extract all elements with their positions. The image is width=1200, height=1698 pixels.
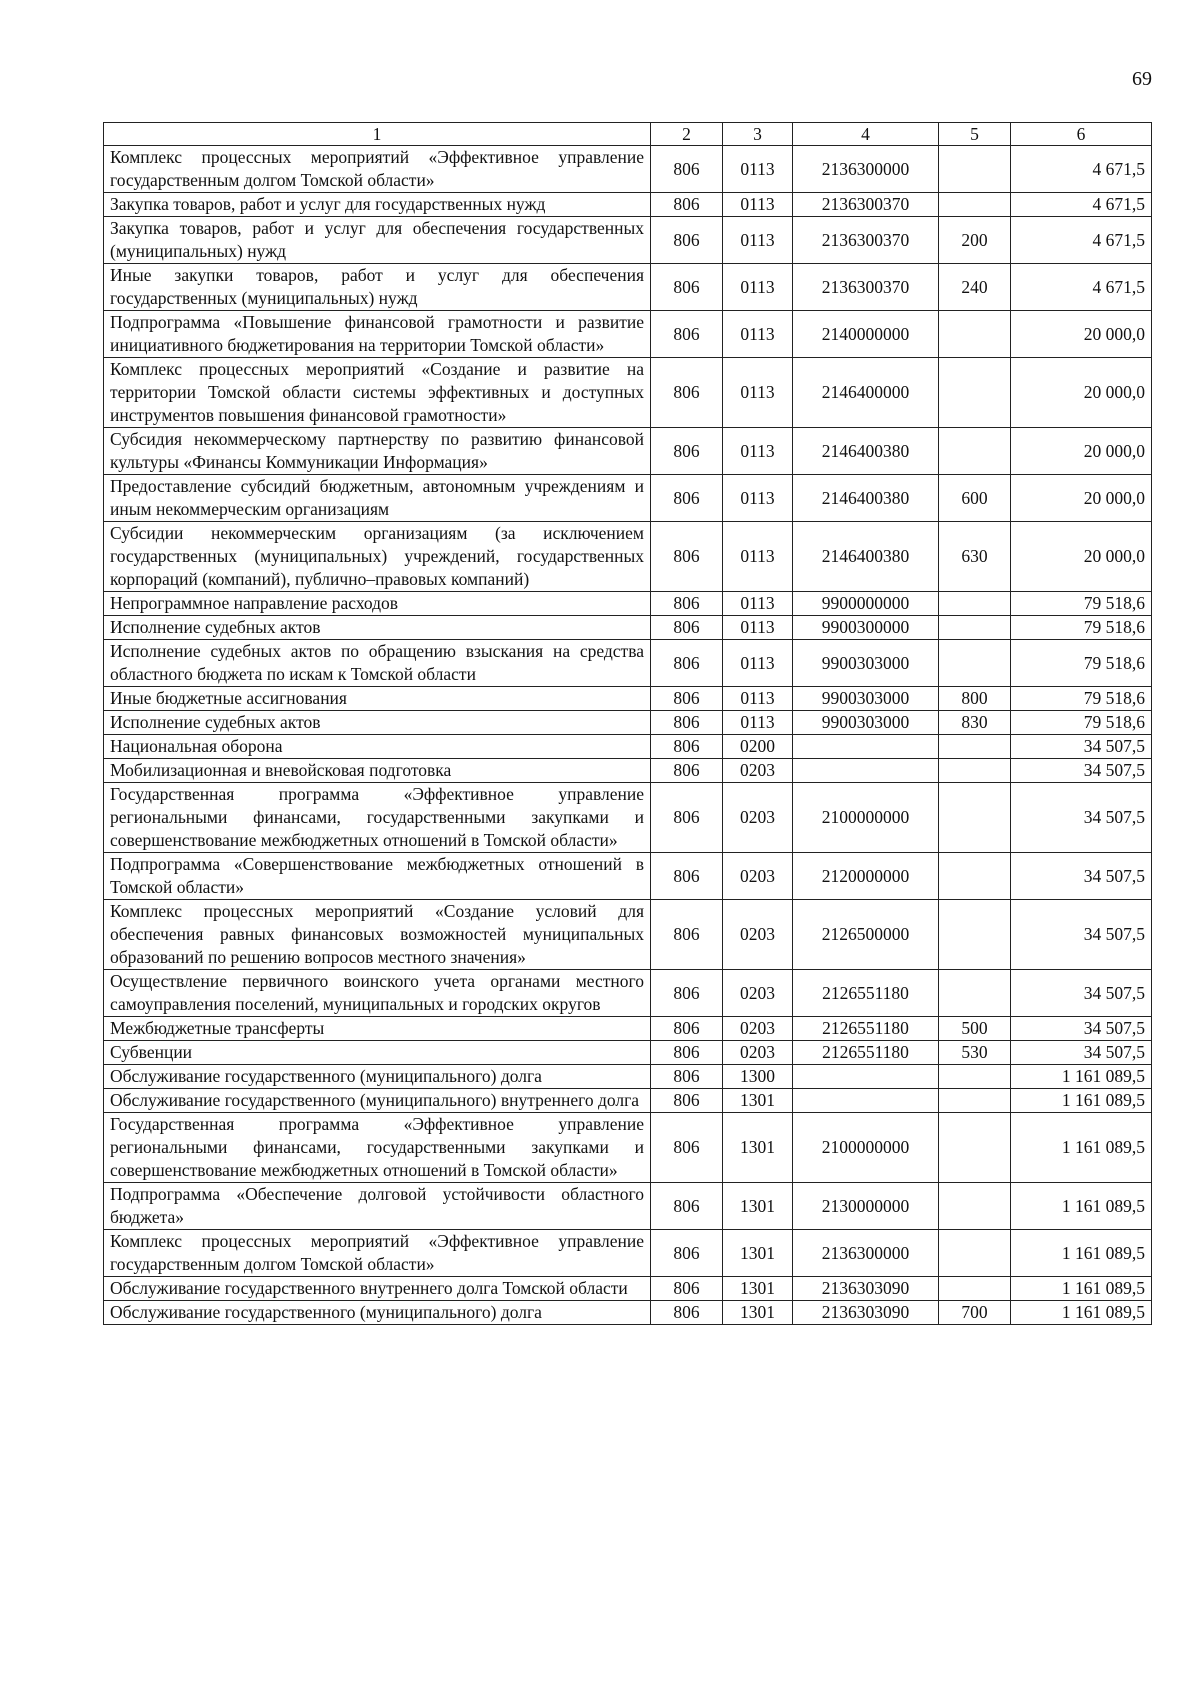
target-article-cell: 2146400000 bbox=[793, 358, 939, 428]
target-article-cell: 2136300370 bbox=[793, 193, 939, 217]
section-code-cell: 1301 bbox=[723, 1089, 793, 1113]
expense-type-cell bbox=[939, 428, 1011, 475]
item-name-cell: Исполнение судебных актов bbox=[104, 616, 651, 640]
target-article-cell: 2146400380 bbox=[793, 475, 939, 522]
department-code-cell: 806 bbox=[651, 616, 723, 640]
item-name-cell: Подпрограмма «Совершенствование межбюджетных отношений в Томской области» bbox=[104, 853, 651, 900]
expense-type-cell bbox=[939, 193, 1011, 217]
item-name-cell: Подпрограмма «Обеспечение долговой устойчивости областного бюджета» bbox=[104, 1183, 651, 1230]
amount-cell: 20 000,0 bbox=[1011, 311, 1152, 358]
amount-cell: 1 161 089,5 bbox=[1011, 1277, 1152, 1301]
page-number: 69 bbox=[1132, 68, 1152, 90]
section-code-cell: 0113 bbox=[723, 146, 793, 193]
expense-type-cell bbox=[939, 853, 1011, 900]
table-row bbox=[104, 1089, 1152, 1113]
target-article-cell: 2100000000 bbox=[793, 1113, 939, 1183]
table-row bbox=[104, 1017, 1152, 1041]
target-article-cell: 2140000000 bbox=[793, 311, 939, 358]
department-code-cell: 806 bbox=[651, 522, 723, 592]
expense-type-cell: 500 bbox=[939, 1017, 1011, 1041]
section-code-cell: 1301 bbox=[723, 1230, 793, 1277]
amount-cell: 34 507,5 bbox=[1011, 735, 1152, 759]
column-header: 3 bbox=[723, 123, 793, 146]
item-name-cell: Национальная оборона bbox=[104, 735, 651, 759]
table-row bbox=[104, 970, 1152, 1017]
item-name-cell: Комплекс процессных мероприятий «Создание условий для обеспечения равных финансовых возможностей муниципальных образований по решению вопросов местного значения» bbox=[104, 900, 651, 970]
table-row bbox=[104, 1113, 1152, 1183]
target-article-cell: 2126551180 bbox=[793, 1017, 939, 1041]
table-row bbox=[104, 217, 1152, 264]
target-article-cell: 2120000000 bbox=[793, 853, 939, 900]
table-row bbox=[104, 1065, 1152, 1089]
expense-type-cell: 200 bbox=[939, 217, 1011, 264]
table-row bbox=[104, 522, 1152, 592]
amount-cell: 79 518,6 bbox=[1011, 687, 1152, 711]
target-article-cell: 2126500000 bbox=[793, 900, 939, 970]
amount-cell: 1 161 089,5 bbox=[1011, 1065, 1152, 1089]
department-code-cell: 806 bbox=[651, 1065, 723, 1089]
section-code-cell: 1300 bbox=[723, 1065, 793, 1089]
amount-cell: 20 000,0 bbox=[1011, 428, 1152, 475]
item-name-cell: Субсидия некоммерческому партнерству по развитию финансовой культуры «Финансы Коммуникации Информация» bbox=[104, 428, 651, 475]
item-name-cell: Иные закупки товаров, работ и услуг для обеспечения государственных (муниципальных) нужд bbox=[104, 264, 651, 311]
target-article-cell: 2146400380 bbox=[793, 428, 939, 475]
section-code-cell: 1301 bbox=[723, 1301, 793, 1325]
target-article-cell: 2100000000 bbox=[793, 783, 939, 853]
expense-type-cell bbox=[939, 592, 1011, 616]
table-row bbox=[104, 616, 1152, 640]
department-code-cell: 806 bbox=[651, 735, 723, 759]
department-code-cell: 806 bbox=[651, 711, 723, 735]
expense-type-cell bbox=[939, 735, 1011, 759]
department-code-cell: 806 bbox=[651, 193, 723, 217]
amount-cell: 34 507,5 bbox=[1011, 900, 1152, 970]
target-article-cell: 2136300000 bbox=[793, 1230, 939, 1277]
target-article-cell: 2136300370 bbox=[793, 217, 939, 264]
expense-type-cell: 700 bbox=[939, 1301, 1011, 1325]
item-name-cell: Государственная программа «Эффективное управление региональными финансами, государственными закупками и совершенствование межбюджетных отношений в Томской области» bbox=[104, 1113, 651, 1183]
table-row bbox=[104, 592, 1152, 616]
section-code-cell: 0113 bbox=[723, 640, 793, 687]
expense-type-cell: 800 bbox=[939, 687, 1011, 711]
table-row bbox=[104, 1230, 1152, 1277]
expense-type-cell: 830 bbox=[939, 711, 1011, 735]
expense-type-cell: 630 bbox=[939, 522, 1011, 592]
table-row bbox=[104, 900, 1152, 970]
column-header: 4 bbox=[793, 123, 939, 146]
department-code-cell: 806 bbox=[651, 217, 723, 264]
section-code-cell: 0203 bbox=[723, 853, 793, 900]
department-code-cell: 806 bbox=[651, 853, 723, 900]
amount-cell: 79 518,6 bbox=[1011, 640, 1152, 687]
target-article-cell: 9900000000 bbox=[793, 592, 939, 616]
expense-type-cell bbox=[939, 358, 1011, 428]
section-code-cell: 0113 bbox=[723, 193, 793, 217]
expense-type-cell bbox=[939, 1065, 1011, 1089]
expense-type-cell: 530 bbox=[939, 1041, 1011, 1065]
table-row bbox=[104, 853, 1152, 900]
section-code-cell: 0113 bbox=[723, 217, 793, 264]
amount-cell: 79 518,6 bbox=[1011, 616, 1152, 640]
expense-type-cell bbox=[939, 1230, 1011, 1277]
amount-cell: 34 507,5 bbox=[1011, 1017, 1152, 1041]
section-code-cell: 1301 bbox=[723, 1183, 793, 1230]
item-name-cell: Обслуживание государственного (муниципального) долга bbox=[104, 1065, 651, 1089]
section-code-cell: 0203 bbox=[723, 900, 793, 970]
section-code-cell: 0203 bbox=[723, 1017, 793, 1041]
section-code-cell: 0113 bbox=[723, 592, 793, 616]
target-article-cell: 9900303000 bbox=[793, 640, 939, 687]
target-article-cell: 2136303090 bbox=[793, 1277, 939, 1301]
item-name-cell: Предоставление субсидий бюджетным, автономным учреждениям и иным некоммерческим организациям bbox=[104, 475, 651, 522]
item-name-cell: Межбюджетные трансферты bbox=[104, 1017, 651, 1041]
department-code-cell: 806 bbox=[651, 358, 723, 428]
section-code-cell: 0203 bbox=[723, 970, 793, 1017]
amount-cell: 34 507,5 bbox=[1011, 783, 1152, 853]
table-row bbox=[104, 146, 1152, 193]
section-code-cell: 0113 bbox=[723, 475, 793, 522]
target-article-cell bbox=[793, 1089, 939, 1113]
expense-type-cell bbox=[939, 311, 1011, 358]
amount-cell: 1 161 089,5 bbox=[1011, 1113, 1152, 1183]
amount-cell: 79 518,6 bbox=[1011, 592, 1152, 616]
department-code-cell: 806 bbox=[651, 264, 723, 311]
target-article-cell: 9900300000 bbox=[793, 616, 939, 640]
target-article-cell bbox=[793, 1065, 939, 1089]
table-row bbox=[104, 1041, 1152, 1065]
item-name-cell: Комплекс процессных мероприятий «Создание и развитие на территории Томской области системы эффективных и доступных инструментов повышения финансовой грамотности» bbox=[104, 358, 651, 428]
item-name-cell: Субсидии некоммерческим организациям (за исключением государственных (муниципальных) учреждений, государственных корпораций (компаний), публично–правовых компаний) bbox=[104, 522, 651, 592]
target-article-cell bbox=[793, 759, 939, 783]
section-code-cell: 0203 bbox=[723, 1041, 793, 1065]
department-code-cell: 806 bbox=[651, 900, 723, 970]
department-code-cell: 806 bbox=[651, 1183, 723, 1230]
amount-cell: 34 507,5 bbox=[1011, 970, 1152, 1017]
section-code-cell: 0113 bbox=[723, 616, 793, 640]
target-article-cell: 2136300000 bbox=[793, 146, 939, 193]
table-row bbox=[104, 311, 1152, 358]
table-row bbox=[104, 358, 1152, 428]
section-code-cell: 1301 bbox=[723, 1113, 793, 1183]
table-row bbox=[104, 759, 1152, 783]
column-header: 1 bbox=[104, 123, 651, 146]
section-code-cell: 0113 bbox=[723, 311, 793, 358]
department-code-cell: 806 bbox=[651, 640, 723, 687]
expense-type-cell: 240 bbox=[939, 264, 1011, 311]
department-code-cell: 806 bbox=[651, 759, 723, 783]
amount-cell: 4 671,5 bbox=[1011, 217, 1152, 264]
table-row bbox=[104, 1301, 1152, 1325]
table-row bbox=[104, 640, 1152, 687]
item-name-cell: Закупка товаров, работ и услуг для обеспечения государственных (муниципальных) нужд bbox=[104, 217, 651, 264]
expense-type-cell: 600 bbox=[939, 475, 1011, 522]
table-row bbox=[104, 1183, 1152, 1230]
expense-type-cell bbox=[939, 616, 1011, 640]
expense-type-cell bbox=[939, 1113, 1011, 1183]
item-name-cell: Государственная программа «Эффективное управление региональными финансами, государственными закупками и совершенствование межбюджетных отношений в Томской области» bbox=[104, 783, 651, 853]
expense-type-cell bbox=[939, 759, 1011, 783]
amount-cell: 20 000,0 bbox=[1011, 358, 1152, 428]
target-article-cell: 2136300370 bbox=[793, 264, 939, 311]
amount-cell: 4 671,5 bbox=[1011, 264, 1152, 311]
department-code-cell: 806 bbox=[651, 1041, 723, 1065]
department-code-cell: 806 bbox=[651, 783, 723, 853]
amount-cell: 4 671,5 bbox=[1011, 146, 1152, 193]
amount-cell: 20 000,0 bbox=[1011, 522, 1152, 592]
table-row bbox=[104, 428, 1152, 475]
section-code-cell: 0113 bbox=[723, 711, 793, 735]
amount-cell: 34 507,5 bbox=[1011, 853, 1152, 900]
department-code-cell: 806 bbox=[651, 428, 723, 475]
target-article-cell: 9900303000 bbox=[793, 687, 939, 711]
item-name-cell: Обслуживание государственного (муниципального) долга bbox=[104, 1301, 651, 1325]
expense-type-cell bbox=[939, 900, 1011, 970]
expense-type-cell bbox=[939, 1183, 1011, 1230]
expense-type-cell bbox=[939, 970, 1011, 1017]
expense-type-cell bbox=[939, 640, 1011, 687]
department-code-cell: 806 bbox=[651, 146, 723, 193]
target-article-cell: 2146400380 bbox=[793, 522, 939, 592]
target-article-cell: 9900303000 bbox=[793, 711, 939, 735]
item-name-cell: Исполнение судебных актов по обращению взыскания на средства областного бюджета по искам к Томской области bbox=[104, 640, 651, 687]
item-name-cell: Подпрограмма «Повышение финансовой грамотности и развитие инициативного бюджетирования на территории Томской области» bbox=[104, 311, 651, 358]
amount-cell: 1 161 089,5 bbox=[1011, 1183, 1152, 1230]
department-code-cell: 806 bbox=[651, 311, 723, 358]
column-header: 2 bbox=[651, 123, 723, 146]
department-code-cell: 806 bbox=[651, 1017, 723, 1041]
section-code-cell: 0113 bbox=[723, 264, 793, 311]
item-name-cell: Мобилизационная и вневойсковая подготовка bbox=[104, 759, 651, 783]
expense-type-cell bbox=[939, 1277, 1011, 1301]
table-header-row bbox=[104, 123, 1152, 146]
target-article-cell: 2126551180 bbox=[793, 1041, 939, 1065]
department-code-cell: 806 bbox=[651, 475, 723, 522]
department-code-cell: 806 bbox=[651, 592, 723, 616]
amount-cell: 34 507,5 bbox=[1011, 1041, 1152, 1065]
target-article-cell: 2136303090 bbox=[793, 1301, 939, 1325]
section-code-cell: 0113 bbox=[723, 522, 793, 592]
section-code-cell: 0200 bbox=[723, 735, 793, 759]
department-code-cell: 806 bbox=[651, 687, 723, 711]
target-article-cell: 2130000000 bbox=[793, 1183, 939, 1230]
section-code-cell: 1301 bbox=[723, 1277, 793, 1301]
section-code-cell: 0113 bbox=[723, 428, 793, 475]
section-code-cell: 0203 bbox=[723, 783, 793, 853]
table-row bbox=[104, 735, 1152, 759]
item-name-cell: Осуществление первичного воинского учета органами местного самоуправления поселений, муниципальных и городских округов bbox=[104, 970, 651, 1017]
section-code-cell: 0113 bbox=[723, 687, 793, 711]
target-article-cell bbox=[793, 735, 939, 759]
item-name-cell: Обслуживание государственного внутреннего долга Томской области bbox=[104, 1277, 651, 1301]
expense-type-cell bbox=[939, 783, 1011, 853]
item-name-cell: Комплекс процессных мероприятий «Эффективное управление государственным долгом Томской области» bbox=[104, 1230, 651, 1277]
item-name-cell: Комплекс процессных мероприятий «Эффективное управление государственным долгом Томской области» bbox=[104, 146, 651, 193]
item-name-cell: Исполнение судебных актов bbox=[104, 711, 651, 735]
department-code-cell: 806 bbox=[651, 970, 723, 1017]
column-header: 5 bbox=[939, 123, 1011, 146]
amount-cell: 4 671,5 bbox=[1011, 193, 1152, 217]
item-name-cell: Непрограммное направление расходов bbox=[104, 592, 651, 616]
section-code-cell: 0113 bbox=[723, 358, 793, 428]
department-code-cell: 806 bbox=[651, 1301, 723, 1325]
amount-cell: 20 000,0 bbox=[1011, 475, 1152, 522]
table-row bbox=[104, 264, 1152, 311]
table-row bbox=[104, 711, 1152, 735]
amount-cell: 1 161 089,5 bbox=[1011, 1301, 1152, 1325]
table-row bbox=[104, 687, 1152, 711]
expense-type-cell bbox=[939, 146, 1011, 193]
table-row bbox=[104, 193, 1152, 217]
item-name-cell: Субвенции bbox=[104, 1041, 651, 1065]
table-row bbox=[104, 783, 1152, 853]
item-name-cell: Обслуживание государственного (муниципального) внутреннего долга bbox=[104, 1089, 651, 1113]
amount-cell: 79 518,6 bbox=[1011, 711, 1152, 735]
table-row bbox=[104, 1277, 1152, 1301]
item-name-cell: Иные бюджетные ассигнования bbox=[104, 687, 651, 711]
expense-type-cell bbox=[939, 1089, 1011, 1113]
department-code-cell: 806 bbox=[651, 1089, 723, 1113]
department-code-cell: 806 bbox=[651, 1277, 723, 1301]
amount-cell: 1 161 089,5 bbox=[1011, 1089, 1152, 1113]
department-code-cell: 806 bbox=[651, 1230, 723, 1277]
amount-cell: 34 507,5 bbox=[1011, 759, 1152, 783]
table-row bbox=[104, 475, 1152, 522]
amount-cell: 1 161 089,5 bbox=[1011, 1230, 1152, 1277]
item-name-cell: Закупка товаров, работ и услуг для государственных нужд bbox=[104, 193, 651, 217]
target-article-cell: 2126551180 bbox=[793, 970, 939, 1017]
department-code-cell: 806 bbox=[651, 1113, 723, 1183]
budget-table bbox=[103, 122, 1152, 1325]
section-code-cell: 0203 bbox=[723, 759, 793, 783]
column-header: 6 bbox=[1011, 123, 1152, 146]
